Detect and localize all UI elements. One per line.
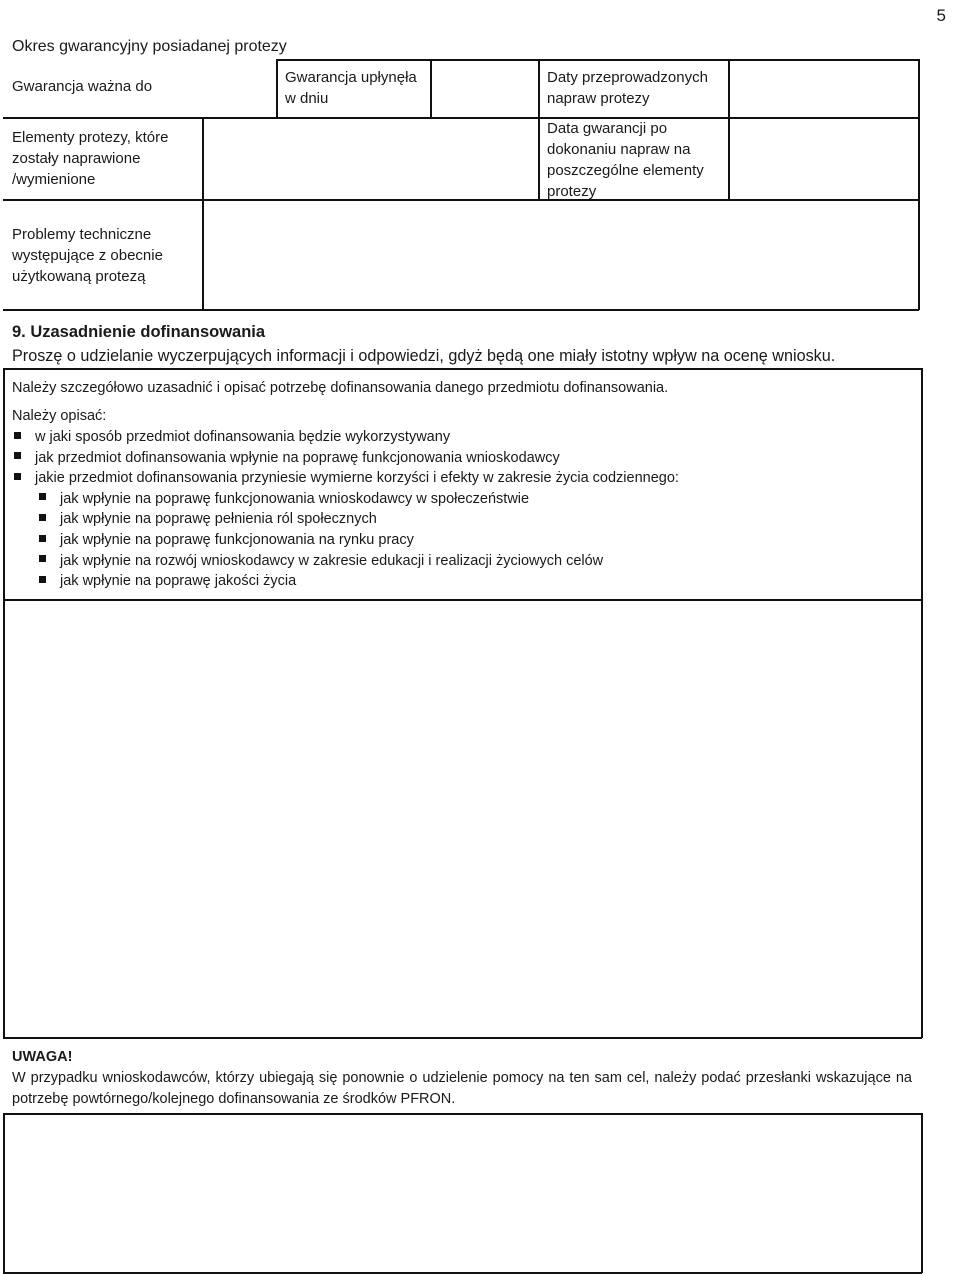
sub-list-item: jak wpłynie na rozwój wnioskodawcy w zakresie edukacji i realizacji życiowych celów	[14, 551, 679, 572]
list-item: jak przedmiot dofinansowania wpłynie na poprawę funkcjonowania wnioskodawcy	[14, 448, 679, 469]
technical-problems-label: Problemy techniczne występujące z obecnie użytkowaną protezą	[12, 226, 163, 285]
sub-list-item: jak wpłynie na poprawę funkcjonowania na rynku pracy	[14, 530, 679, 551]
repaired-elements-field[interactable]	[203, 119, 538, 199]
bullet-icon	[14, 432, 21, 439]
list-item: jakie przedmiot dofinansowania przyniesie wymierne korzyści i efekty w zakresie życia codziennego:	[14, 468, 679, 489]
sub-list-item: jak wpłynie na poprawę jakości życia	[14, 571, 679, 592]
bullet-icon	[14, 452, 21, 459]
technical-problems-field[interactable]	[203, 201, 918, 309]
justification-field[interactable]	[5, 601, 920, 1036]
expired-on-label: Gwarancja upłynęła w dniu	[285, 69, 417, 107]
sub-list-item: jak wpłynie na poprawę funkcjonowania wnioskodawcy w społeczeństwie	[14, 489, 679, 510]
page-number: 5	[936, 6, 946, 25]
repair-dates-label: Daty przeprowadzonych napraw protezy	[547, 69, 708, 107]
bullet-icon	[39, 535, 46, 542]
repair-dates-field[interactable]	[729, 61, 918, 117]
bullet-icon	[39, 576, 46, 583]
note-field[interactable]	[5, 1115, 920, 1271]
warranty-date-label: Data gwarancji po dokonaniu napraw na poszczególne elementy protezy	[547, 120, 704, 200]
list-item: w jaki sposób przedmiot dofinansowania będzie wykorzystywany	[14, 427, 679, 448]
sub-list-item: jak wpłynie na poprawę pełnienia ról społecznych	[14, 509, 679, 530]
note-text: W przypadku wnioskodawców, którzy ubiegają się ponownie o udzielenie pomocy na ten sam cel, należy podać przesłanki wskazujące na potrzebę powtórnego/kolejnego dofinansowania ze środków PFRON.	[12, 1070, 912, 1107]
describe-list	[14, 427, 679, 592]
repaired-elements-label: Elementy protezy, które zostały naprawione /wymienione	[12, 129, 169, 188]
section-9-intro: Proszę o udzielanie wyczerpujących informacji i odpowiedzi, gdyż będą one miały istotny wpływ na ocenę wniosku.	[12, 347, 836, 365]
bullet-icon	[14, 473, 21, 480]
bullet-icon	[39, 555, 46, 562]
justification-instruction: Należy szczegółowo uzasadnić i opisać potrzebę dofinansowania danego przedmiotu dofinansowania.	[12, 380, 669, 396]
warranty-date-field[interactable]	[729, 119, 918, 199]
section-9-heading: 9. Uzasadnienie dofinansowania	[12, 323, 266, 341]
describe-label: Należy opisać:	[12, 408, 107, 424]
valid-until-label: Gwarancja ważna do	[12, 78, 153, 95]
warranty-section-title: Okres gwarancyjny posiadanej protezy	[12, 38, 287, 55]
bullet-icon	[39, 514, 46, 521]
note-title: UWAGA!	[12, 1049, 73, 1065]
bullet-icon	[39, 493, 46, 500]
